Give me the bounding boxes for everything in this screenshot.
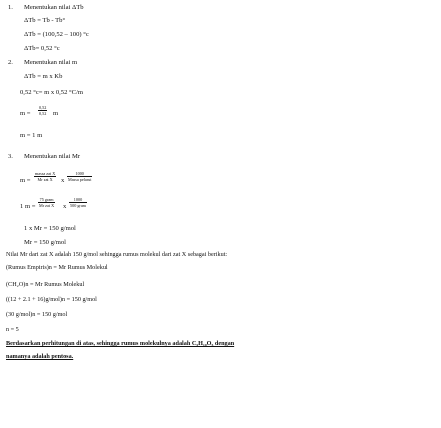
n-value: n = 5 xyxy=(6,326,19,333)
molar-mass-equation: ((12 + 2.1 + 16)g/mol)n = 150 g/mol xyxy=(6,296,97,303)
simplified-equation: (30 g/mol)n = 150 g/mol xyxy=(6,311,68,318)
mr-fraction-mass xyxy=(34,171,56,182)
mr-product: 1 x Mr = 150 g/mol xyxy=(24,225,76,232)
empirical-formula-equation: (Rumus Empiris)n = Mr Rumus Molekul xyxy=(6,264,108,271)
molality-substitution: 0,52 °c= m x 0,52 °C/m xyxy=(20,89,84,96)
mr-substitution-lhs: 1 m = xyxy=(20,203,36,210)
delta-tb-result: ΔTb= 0,52 °c xyxy=(24,45,60,52)
molality-result: m = 1 m xyxy=(20,132,43,139)
ch2o-equation: (CH₂O)n = Mr Rumus Molekul xyxy=(6,281,85,288)
step-2-number: 2. xyxy=(8,59,13,66)
delta-tb-substitution: ΔTb = (100,52 – 100) °c xyxy=(24,31,89,38)
final-conclusion-line-2: namanya adalah pentosa. xyxy=(6,353,74,360)
mr-result: Mr = 150 g/mol xyxy=(24,239,66,246)
molality-fraction-lhs: m = xyxy=(20,110,31,117)
step-2-title: Menentukan nilai m xyxy=(24,59,78,66)
mr-fraction-solvent-numerator: 1000 xyxy=(67,171,92,177)
final-conclusion-line-1: Berdasarkan perhitungan di atas, sehingga rumus molekulnya adalah C₅H₁₀O₅ dengan xyxy=(6,340,235,347)
paragraph-mr-conclusion: Nilai Mr dari zat X adalah 150 g/mol sehingga rumus molekul dari zat X sebagai berikut: xyxy=(6,251,228,258)
step-3-number: 3. xyxy=(8,153,13,160)
mr-fraction-solvent xyxy=(67,171,92,182)
mr-equation-times: x xyxy=(61,177,65,184)
mr-sub-fraction-solvent-numerator: 1000 xyxy=(69,197,87,203)
mr-substitution-times: x xyxy=(63,203,67,210)
mr-equation-lhs: m = xyxy=(20,177,31,184)
step-1-number: 1. xyxy=(8,4,13,11)
mr-sub-fraction-solvent xyxy=(69,197,87,208)
mr-fraction-solvent-denominator: Massa pelarut xyxy=(68,177,92,182)
molality-denominator: 0,52 xyxy=(39,111,47,116)
molality-fraction-unit: m xyxy=(53,110,59,117)
step-3-title: Menentukan nilai Mr xyxy=(24,153,81,160)
mr-sub-fraction-solvent-denominator: 500 gram xyxy=(70,203,86,208)
mr-sub-fraction-mass-numerator: 75 gram xyxy=(39,197,54,202)
step-1-title: Menentukan nilai ΔTb xyxy=(24,4,84,11)
mr-sub-fraction-mass xyxy=(38,197,55,208)
molality-formula: ΔTb = m x Kb xyxy=(24,73,63,80)
mr-fraction-mass-numerator: massa zat X xyxy=(35,171,56,176)
molality-numerator: 0,52 xyxy=(39,105,47,110)
delta-tb-formula: ΔTb = Tb - Tb° xyxy=(24,17,66,24)
mr-fraction-mass-denominator: Mr zat X xyxy=(37,177,53,182)
molality-fraction xyxy=(38,105,47,116)
mr-sub-fraction-mass-denominator: Mr zat X xyxy=(39,203,55,208)
